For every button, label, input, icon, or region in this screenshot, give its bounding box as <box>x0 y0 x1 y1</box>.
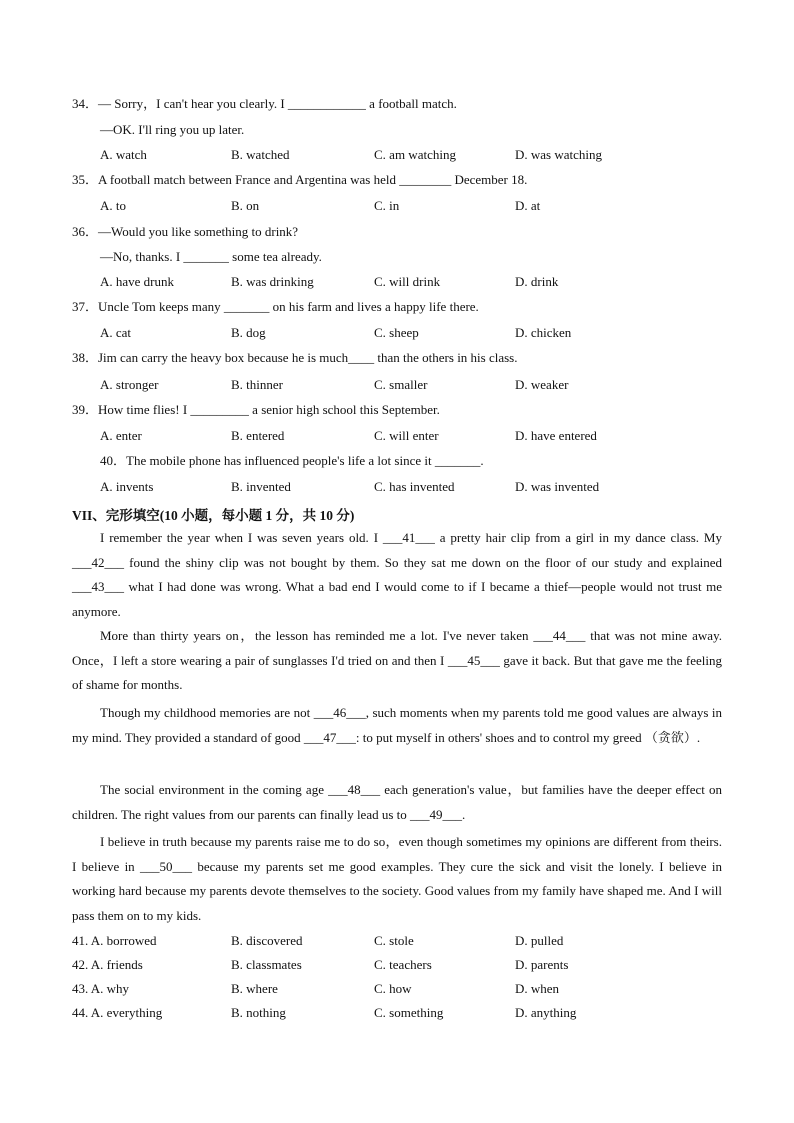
q40-option-b[interactable]: B. invented <box>231 479 291 494</box>
q39-option-a[interactable]: A. enter <box>100 428 142 443</box>
q42-option-c[interactable]: C. teachers <box>374 957 432 972</box>
q41-option-b[interactable]: B. discovered <box>231 933 303 948</box>
q34-option-b[interactable]: B. watched <box>231 147 290 162</box>
q37-option-c[interactable]: C. sheep <box>374 325 419 340</box>
q44-option-d[interactable]: D. anything <box>515 1005 577 1020</box>
q34-option-d[interactable]: D. was watching <box>515 147 603 162</box>
q38-option-c[interactable]: C. smaller <box>374 377 428 392</box>
cloze-paragraph-5: I believe in truth because my parents raise me to do so，even though sometimes my opinions are different from theirs. I believe in ___50___ because my parents set me good examples. They cure the sick and visit the lonely. I believe in working hard because my parents devote themselves to the society. Good values from my family have shaped me. And I will pass them on to my kids. <box>72 834 722 923</box>
q41-option-c[interactable]: C. stole <box>374 933 414 948</box>
q35-option-b[interactable]: B. on <box>231 198 260 213</box>
q40-option-c[interactable]: C. has invented <box>374 479 455 494</box>
q40-option-d[interactable]: D. was invented <box>515 479 600 494</box>
q41-option-d[interactable]: D. pulled <box>515 933 564 948</box>
q43-option-c[interactable]: C. how <box>374 981 412 996</box>
cloze-paragraph-3: Though my childhood memories are not ___46___, such moments when my parents told me good values are always in my mind. They provided a standard of good ___47___: to put myself in others' shoes and to control my greed （贪欲）. <box>72 705 722 745</box>
q36-option-b[interactable]: B. was drinking <box>231 274 314 289</box>
q42-option-a[interactable]: 42. A. friends <box>72 957 143 972</box>
q39-option-d[interactable]: D. have entered <box>515 428 597 443</box>
q35-option-c[interactable]: C. in <box>374 198 400 213</box>
q43-option-b[interactable]: B. where <box>231 981 278 996</box>
q34-option-c[interactable]: C. am watching <box>374 147 456 162</box>
q38-option-b[interactable]: B. thinner <box>231 377 283 392</box>
q36-option-a[interactable]: A. have drunk <box>100 274 175 289</box>
question-34-stem: 34．— Sorry，I can't hear you clearly. I ____________ a football match. <box>72 96 457 111</box>
q43-option-d[interactable]: D. when <box>515 981 560 996</box>
q35-option-a[interactable]: A. to <box>100 198 126 213</box>
q36-option-d[interactable]: D. drink <box>515 274 559 289</box>
q44-option-c[interactable]: C. something <box>374 1005 444 1020</box>
q38-option-d[interactable]: D. weaker <box>515 377 569 392</box>
q38-option-a[interactable]: A. stronger <box>100 377 159 392</box>
q35-option-d[interactable]: D. at <box>515 198 541 213</box>
question-35-stem: 35．A football match between France and Argentina was held ________ December 18. <box>72 172 528 187</box>
question-37-stem: 37．Uncle Tom keeps many _______ on his farm and lives a happy life there. <box>72 299 479 314</box>
q43-option-a[interactable]: 43. A. why <box>72 981 130 996</box>
question-38-stem: 38．Jim can carry the heavy box because he is much____ than the others in his class. <box>72 350 518 365</box>
question-39-stem: 39．How time flies! I _________ a senior high school this September. <box>72 402 440 417</box>
q40-option-a[interactable]: A. invents <box>100 479 154 494</box>
question-36-stem: 36．—Would you like something to drink? <box>72 224 299 239</box>
q39-option-c[interactable]: C. will enter <box>374 428 439 443</box>
section-title: VII、完形填空(10 小题，每小题 1 分，共 10 分) <box>72 508 355 523</box>
question-40-stem: 40．The mobile phone has influenced people's life a lot since it _______. <box>100 453 484 468</box>
question-36-reply: —No, thanks. I _______ some tea already. <box>100 249 322 264</box>
cloze-paragraph-1: I remember the year when I was seven years old. I ___41___ a pretty hair clip from a girl in my dance class. My ___42___ found the shiny clip was not bought by them. So they sat me down on the floor of our study and explained ___43___ what I had done was wrong. What a bad end I would come to if I became a thief—people would not trust me anymore. <box>72 530 722 619</box>
q37-option-a[interactable]: A. cat <box>100 325 132 340</box>
cloze-paragraph-4: The social environment in the coming age ___48___ each generation's value，but families have the deeper effect on children. The right values from our parents can finally lead us to ___49___. <box>72 782 722 822</box>
q34-option-a[interactable]: A. watch <box>100 147 147 162</box>
q42-option-d[interactable]: D. parents <box>515 957 569 972</box>
q42-option-b[interactable]: B. classmates <box>231 957 302 972</box>
q44-option-b[interactable]: B. nothing <box>231 1005 286 1020</box>
q39-option-b[interactable]: B. entered <box>231 428 285 443</box>
q37-option-b[interactable]: B. dog <box>231 325 266 340</box>
q36-option-c[interactable]: C. will drink <box>374 274 441 289</box>
q41-option-a[interactable]: 41. A. borrowed <box>72 933 157 948</box>
cloze-paragraph-2: More than thirty years on，the lesson has reminded me a lot. I've never taken ___44___ that was not mine away. Once，I left a store wearing a pair of sunglasses I'd tried on and then I ___45___ gave it back. But that gave me the feeling of shame for months. <box>72 628 722 692</box>
q44-option-a[interactable]: 44. A. everything <box>72 1005 163 1020</box>
question-34-reply: —OK. I'll ring you up later. <box>100 122 245 137</box>
q37-option-d[interactable]: D. chicken <box>515 325 572 340</box>
